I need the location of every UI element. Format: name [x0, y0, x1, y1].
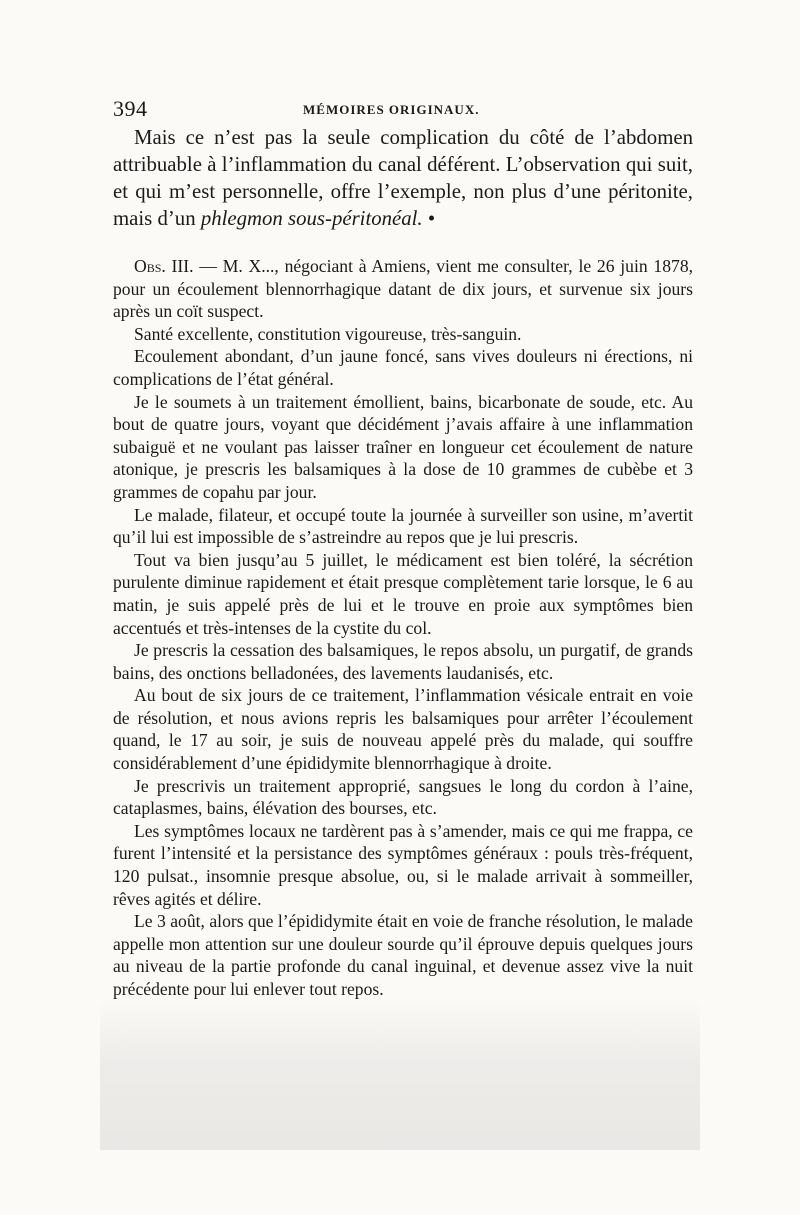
observation-paragraph: Santé excellente, constitution vigoureuse, très-sanguin. — [134, 323, 522, 344]
intro-text: Mais ce n’est pas la seule complication du côté de l’abdomen attribuable à l’inflammation du canal déférent. L’observation qui suit, et qui m’est personnelle, offre l’exemple, non plus d’une péritonite, mais d’un — [113, 126, 693, 230]
page-header — [113, 96, 693, 120]
observation-paragraph: Je prescris la cessation des balsamiques, le repos absolu, un purgatif, de grands bains, des onctions belladonées, des lavements laudanisés, etc. — [113, 640, 693, 683]
page-number: 394 — [113, 96, 148, 121]
observation-paragraph: Le 3 août, alors que l’épididymite était en voie de franche résolution, le malade appelle mon attention sur une douleur sourde qu’il éprouve depuis quelques jours au niveau de la partie profonde du canal inguinal, et devenue assez vive la nuit précédente pour lui enlever tout repos. — [113, 911, 693, 999]
observation-label: Obs. III. — [134, 256, 194, 276]
observation-paragraph: Au bout de six jours de ce traitement, l’inflammation vésicale entrait en voie de résolution, et nous avions repris les balsamiques pour arrêter l’écoulement quand, le 17 au soir, je suis de nouveau appelé près du malade, qui souffre considérablement d’une épididymite blennorrhagique à droite. — [113, 685, 693, 774]
observation-opening-paragraph — [113, 255, 693, 323]
observation-opening-text: — M. X..., négociant à Amiens, vient me consulter, le 26 juin 1878, pour un écoulement blennorrhagique datant de dix jours, et survenue six jours après un coït suspect. — [113, 256, 694, 322]
observation-paragraph: Je prescrivis un traitement approprié, sangsues le long du cordon à l’aine, cataplasmes, bains, élévation des bourses, etc. — [113, 775, 693, 819]
intro-paragraph — [113, 124, 693, 232]
intro-bullet: • — [422, 207, 436, 230]
observation-paragraph: Ecoulement abondant, d’un jaune foncé, sans vives douleurs ni érections, ni complications de l’état général. — [113, 346, 693, 389]
scan-shading — [100, 1000, 700, 1150]
observation-paragraph: Les symptômes locaux ne tardèrent pas à s’amender, mais ce qui me frappa, ce furent l’intensité et la persistance des symptômes généraux : pouls très-fréquent, 120 pulsat., insomnie presque absolue, ou, si le malade arrivait à sommeiller, rêves agités et délire. — [113, 820, 693, 909]
observation-block — [113, 255, 693, 1001]
observation-paragraph: Le malade, filateur, et occupé toute la journée à surveiller son usine, m’avertit qu’il lui est impossible de s’astreindre au repos que je lui prescris. — [113, 504, 693, 548]
intro-paragraph-block — [113, 124, 693, 232]
observation-paragraph: Tout va bien jusqu’au 5 juillet, le médicament est bien toléré, la sécrétion purulente diminue rapidement et était presque complètement tarie lorsque, le 6 au matin, je suis appelé près de lui et le trouve en proie aux symptômes bien accentués et très-intenses de la cystite du col. — [113, 549, 693, 638]
running-head: MÉMOIRES ORIGINAUX. — [303, 102, 480, 117]
intro-emphasis: phlegmon sous-péritonéal. — [200, 207, 423, 230]
observation-paragraph: Je le soumets à un traitement émollient, bains, bicarbonate de soude, etc. Au bout de quatre jours, voyant que décidément j’avais affaire à une inflammation subaiguë et ne voulant pas laisser traîner en longueur cet écoulement de nature atonique, je prescris les balsamiques à la dose de 10 grammes de cubèbe et 3 grammes de copahu par jour. — [113, 391, 693, 502]
